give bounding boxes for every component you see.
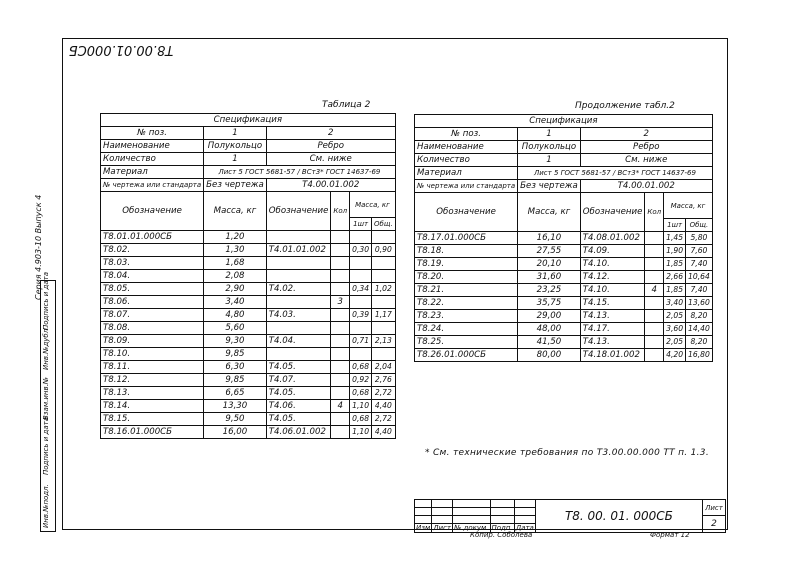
row-designation: Т8.20. <box>415 271 518 284</box>
row-designation: Т8.21. <box>415 284 518 297</box>
material-value: Лист 5 ГОСТ 5681-57 / ВСт3* ГОСТ 14637-69 <box>518 167 713 180</box>
row-mass-one: 1,10 <box>350 400 372 413</box>
row-mass: 16,00 <box>204 426 267 439</box>
material-label: Материал <box>415 167 518 180</box>
table-row <box>101 283 396 296</box>
pos-label: № поз. <box>101 127 204 140</box>
row-mass: 9,85 <box>204 374 267 387</box>
row-mass-one <box>350 270 372 283</box>
row-qty <box>331 231 350 244</box>
table-row <box>415 297 713 310</box>
row-mass: 1,20 <box>204 231 267 244</box>
left-label-2: Подпись и дата <box>42 417 50 475</box>
table-row <box>101 348 396 361</box>
row-mass: 48,00 <box>518 323 581 336</box>
row-qty: 4 <box>331 400 350 413</box>
row-qty <box>331 361 350 374</box>
row-mass-one: 0,34 <box>350 283 372 296</box>
row-qty <box>331 257 350 270</box>
drawing-label: № чертежа или стандарта <box>101 179 204 192</box>
col-list: Лист <box>433 524 451 532</box>
row-mass: 13,30 <box>204 400 267 413</box>
row-mass-one: 2,05 <box>664 336 686 349</box>
qty-2: См. ниже <box>580 154 712 167</box>
row-mass-total: 2,04 <box>372 361 396 374</box>
sheet-label: Лист <box>702 500 725 516</box>
row-mass-one <box>350 322 372 335</box>
table1-title: Спецификация <box>101 114 396 127</box>
row-mass-one <box>350 348 372 361</box>
table-row <box>101 231 396 244</box>
row-mass: 6,30 <box>204 361 267 374</box>
row-designation-2: Т4.07. <box>266 374 331 387</box>
left-label-1: Инв.№подл. <box>42 484 50 528</box>
row-mass: 3,40 <box>204 296 267 309</box>
row-mass-total: 7,60 <box>686 245 713 258</box>
table-row <box>101 413 396 426</box>
drawing-2: Т4.00.01.002 <box>266 179 395 192</box>
row-designation: Т8.14. <box>101 400 204 413</box>
name-1: Полукольцо <box>204 140 267 153</box>
row-mass-total <box>372 270 396 283</box>
row-mass-total: 2,76 <box>372 374 396 387</box>
row-qty <box>645 323 664 336</box>
row-qty <box>331 322 350 335</box>
name-2: Ребро <box>580 141 712 154</box>
row-designation: Т8.09. <box>101 335 204 348</box>
row-mass: 1,30 <box>204 244 267 257</box>
row-qty <box>645 297 664 310</box>
row-mass-one: 0,68 <box>350 413 372 426</box>
table-row <box>415 232 713 245</box>
table-row <box>101 361 396 374</box>
row-mass: 27,55 <box>518 245 581 258</box>
row-mass: 41,50 <box>518 336 581 349</box>
top-stamp-code: Т8.00.01.000СБ <box>62 38 179 59</box>
row-mass-one: 3,60 <box>664 323 686 336</box>
header-obsh: Общ. <box>686 219 713 232</box>
header-1sht: 1шт <box>664 219 686 232</box>
row-qty <box>331 426 350 439</box>
row-designation-2: Т4.09. <box>580 245 645 258</box>
row-designation-2: Т4.04. <box>266 335 331 348</box>
row-designation: Т8.01.01.000СБ <box>101 231 204 244</box>
row-mass-one <box>350 296 372 309</box>
row-mass-total <box>372 348 396 361</box>
material-label: Материал <box>101 166 204 179</box>
row-qty: 4 <box>645 284 664 297</box>
table-row <box>101 387 396 400</box>
row-designation-2: Т4.15. <box>580 297 645 310</box>
row-qty <box>645 258 664 271</box>
pos-2: 2 <box>266 127 395 140</box>
row-mass-total: 16,80 <box>686 349 713 362</box>
row-mass: 29,00 <box>518 310 581 323</box>
table-row <box>101 257 396 270</box>
row-designation-2: Т4.18.01.002 <box>580 349 645 362</box>
row-mass-one: 0,68 <box>350 361 372 374</box>
row-qty <box>331 387 350 400</box>
row-mass-total: 5,80 <box>686 232 713 245</box>
row-designation-2 <box>266 231 331 244</box>
row-designation-2: Т4.13. <box>580 310 645 323</box>
qty-label: Количество <box>101 153 204 166</box>
name-1: Полукольцо <box>518 141 581 154</box>
row-designation: Т8.25. <box>415 336 518 349</box>
row-mass-total <box>372 296 396 309</box>
table-row <box>101 309 396 322</box>
row-mass-one: 0,92 <box>350 374 372 387</box>
row-mass-total: 1,17 <box>372 309 396 322</box>
table2-caption: Продолжение табл.2 <box>575 101 675 111</box>
drawing-2: Т4.00.01.002 <box>580 180 712 193</box>
row-designation-2 <box>266 296 331 309</box>
row-mass-total: 4,40 <box>372 426 396 439</box>
series-label: Серия 4.903-10 Выпуск 4 <box>34 194 43 300</box>
row-designation: Т8.24. <box>415 323 518 336</box>
table-row <box>415 258 713 271</box>
row-designation-2: Т4.02. <box>266 283 331 296</box>
row-mass-total: 1,02 <box>372 283 396 296</box>
table-row <box>415 336 713 349</box>
row-qty: 3 <box>331 296 350 309</box>
col-podp: Подп. <box>491 524 513 532</box>
qty-label: Количество <box>415 154 518 167</box>
drawing-label: № чертежа или стандарта <box>415 180 518 193</box>
row-mass: 23,25 <box>518 284 581 297</box>
left-label-3: Взам.инв.№ <box>42 376 50 420</box>
row-mass: 35,75 <box>518 297 581 310</box>
format-label: Формат 12 <box>650 531 690 539</box>
row-designation-2: Т4.06. <box>266 400 331 413</box>
copied-by: Копир. Соболева <box>470 531 533 539</box>
left-label-4: Инв.№дубл. <box>42 326 50 370</box>
row-designation: Т8.05. <box>101 283 204 296</box>
header-oboz2: Обозначение <box>266 192 331 231</box>
row-mass: 2,08 <box>204 270 267 283</box>
row-qty <box>331 309 350 322</box>
row-designation-2 <box>266 270 331 283</box>
row-mass: 31,60 <box>518 271 581 284</box>
row-mass-one: 0,68 <box>350 387 372 400</box>
table-row <box>101 244 396 257</box>
drawing-code: Т8. 00. 01. 000СБ <box>535 500 702 533</box>
row-qty <box>645 336 664 349</box>
left-label-5: Подпись и дата <box>42 272 50 330</box>
row-mass-one: 0,30 <box>350 244 372 257</box>
row-designation: Т8.12. <box>101 374 204 387</box>
row-mass-total: 2,13 <box>372 335 396 348</box>
pos-1: 1 <box>204 127 267 140</box>
row-mass: 80,00 <box>518 349 581 362</box>
row-designation: Т8.10. <box>101 348 204 361</box>
table-row <box>415 323 713 336</box>
row-designation-2: Т4.06.01.002 <box>266 426 331 439</box>
row-mass-one: 1,90 <box>664 245 686 258</box>
row-qty <box>331 270 350 283</box>
table-row <box>415 349 713 362</box>
row-mass: 2,90 <box>204 283 267 296</box>
row-mass-one: 3,40 <box>664 297 686 310</box>
row-designation: Т8.22. <box>415 297 518 310</box>
row-mass-total <box>372 231 396 244</box>
row-designation-2: Т4.05. <box>266 387 331 400</box>
row-qty <box>645 245 664 258</box>
col-izm: Изм <box>416 524 431 532</box>
pos-1: 1 <box>518 128 581 141</box>
row-designation-2: Т4.10. <box>580 284 645 297</box>
col-docum: № докум. <box>454 524 489 532</box>
material-value: Лист 5 ГОСТ 5681-57 / ВСт3* ГОСТ 14637-69 <box>204 166 396 179</box>
row-qty <box>331 374 350 387</box>
row-designation-2 <box>266 348 331 361</box>
name-label: Наименование <box>101 140 204 153</box>
row-mass: 20,10 <box>518 258 581 271</box>
name-2: Ребро <box>266 140 395 153</box>
row-mass-one <box>350 257 372 270</box>
row-designation-2: Т4.17. <box>580 323 645 336</box>
header-oboz2: Обозначение <box>580 193 645 232</box>
row-designation: Т8.13. <box>101 387 204 400</box>
row-qty <box>645 271 664 284</box>
qty-1: 1 <box>518 154 581 167</box>
row-qty <box>331 283 350 296</box>
row-qty <box>331 348 350 361</box>
row-mass: 9,30 <box>204 335 267 348</box>
row-designation-2: Т4.03. <box>266 309 331 322</box>
spec-table-1 <box>100 113 396 439</box>
row-mass-one: 0,39 <box>350 309 372 322</box>
table-row <box>415 271 713 284</box>
row-qty <box>331 244 350 257</box>
row-designation: Т8.02. <box>101 244 204 257</box>
qty-2: См. ниже <box>266 153 395 166</box>
header-mass2: Масса, кг <box>664 193 713 219</box>
row-designation: Т8.19. <box>415 258 518 271</box>
table-row <box>101 270 396 283</box>
header-oboz: Обозначение <box>415 193 518 232</box>
row-mass-total: 13,60 <box>686 297 713 310</box>
name-label: Наименование <box>415 141 518 154</box>
row-mass-one: 1,10 <box>350 426 372 439</box>
row-mass-one: 2,66 <box>664 271 686 284</box>
row-mass-total: 7,40 <box>686 284 713 297</box>
table1-caption: Таблица 2 <box>322 100 371 110</box>
row-mass-one: 1,85 <box>664 284 686 297</box>
row-designation: Т8.03. <box>101 257 204 270</box>
row-mass-one: 1,45 <box>664 232 686 245</box>
row-qty <box>645 232 664 245</box>
table-row <box>101 335 396 348</box>
header-mass: Масса, кг <box>518 193 581 232</box>
row-mass-one: 0,71 <box>350 335 372 348</box>
row-mass-total: 2,72 <box>372 413 396 426</box>
table-row <box>101 322 396 335</box>
table-row <box>415 310 713 323</box>
row-designation-2: Т4.05. <box>266 413 331 426</box>
row-mass-one: 2,05 <box>664 310 686 323</box>
row-mass: 1,68 <box>204 257 267 270</box>
row-designation-2 <box>266 322 331 335</box>
row-mass: 6,65 <box>204 387 267 400</box>
header-mass2: Масса, кг <box>350 192 396 218</box>
row-designation: Т8.04. <box>101 270 204 283</box>
row-designation: Т8.23. <box>415 310 518 323</box>
row-designation-2: Т4.13. <box>580 336 645 349</box>
header-1sht: 1шт <box>350 218 372 231</box>
header-mass: Масса, кг <box>204 192 267 231</box>
spec-table-2 <box>414 114 713 362</box>
table-row <box>415 284 713 297</box>
row-mass: 5,60 <box>204 322 267 335</box>
table2-title: Спецификация <box>415 115 713 128</box>
row-mass-one: 1,85 <box>664 258 686 271</box>
row-mass-total: 8,20 <box>686 336 713 349</box>
row-designation-2: Т4.05. <box>266 361 331 374</box>
row-designation: Т8.26.01.000СБ <box>415 349 518 362</box>
title-block <box>414 499 726 533</box>
row-designation: Т8.06. <box>101 296 204 309</box>
row-mass: 16,10 <box>518 232 581 245</box>
row-mass-total <box>372 257 396 270</box>
row-mass-total: 14,40 <box>686 323 713 336</box>
drawing-1: Без чертежа <box>518 180 581 193</box>
drawing-1: Без чертежа <box>204 179 267 192</box>
row-designation-2 <box>266 257 331 270</box>
row-designation: Т8.17.01.000СБ <box>415 232 518 245</box>
row-designation-2: Т4.10. <box>580 258 645 271</box>
row-designation: Т8.08. <box>101 322 204 335</box>
row-designation: Т8.16.01.000СБ <box>101 426 204 439</box>
col-data: Дата <box>515 524 534 532</box>
row-mass: 4,80 <box>204 309 267 322</box>
row-mass-total: 10,64 <box>686 271 713 284</box>
pos-label: № поз. <box>415 128 518 141</box>
row-qty <box>331 413 350 426</box>
row-designation-2: Т4.08.01.002 <box>580 232 645 245</box>
row-qty <box>645 310 664 323</box>
sheet-number: 2 <box>702 516 725 533</box>
row-qty <box>331 335 350 348</box>
row-mass-total <box>372 322 396 335</box>
row-designation: Т8.18. <box>415 245 518 258</box>
qty-1: 1 <box>204 153 267 166</box>
footnote: * См. технические требования по Т3.00.00.000 ТТ п. 1.3. <box>425 448 709 458</box>
pos-2: 2 <box>580 128 712 141</box>
row-designation: Т8.11. <box>101 361 204 374</box>
row-mass-total: 0,90 <box>372 244 396 257</box>
row-designation: Т8.15. <box>101 413 204 426</box>
row-qty <box>645 349 664 362</box>
table-row <box>101 426 396 439</box>
table-row <box>101 400 396 413</box>
row-mass-total: 7,40 <box>686 258 713 271</box>
table-row <box>101 374 396 387</box>
row-mass: 9,50 <box>204 413 267 426</box>
row-mass-total: 4,40 <box>372 400 396 413</box>
header-oboz: Обозначение <box>101 192 204 231</box>
table-row <box>101 296 396 309</box>
row-mass-total: 8,20 <box>686 310 713 323</box>
row-designation-2: Т4.01.01.002 <box>266 244 331 257</box>
row-mass: 9,85 <box>204 348 267 361</box>
header-kol: Кол <box>645 193 664 232</box>
row-mass-total: 2,72 <box>372 387 396 400</box>
header-obsh: Общ. <box>372 218 396 231</box>
header-kol: Кол <box>331 192 350 231</box>
row-mass-one: 4,20 <box>664 349 686 362</box>
row-designation: Т8.07. <box>101 309 204 322</box>
row-designation-2: Т4.12. <box>580 271 645 284</box>
row-mass-one <box>350 231 372 244</box>
table-row <box>415 245 713 258</box>
